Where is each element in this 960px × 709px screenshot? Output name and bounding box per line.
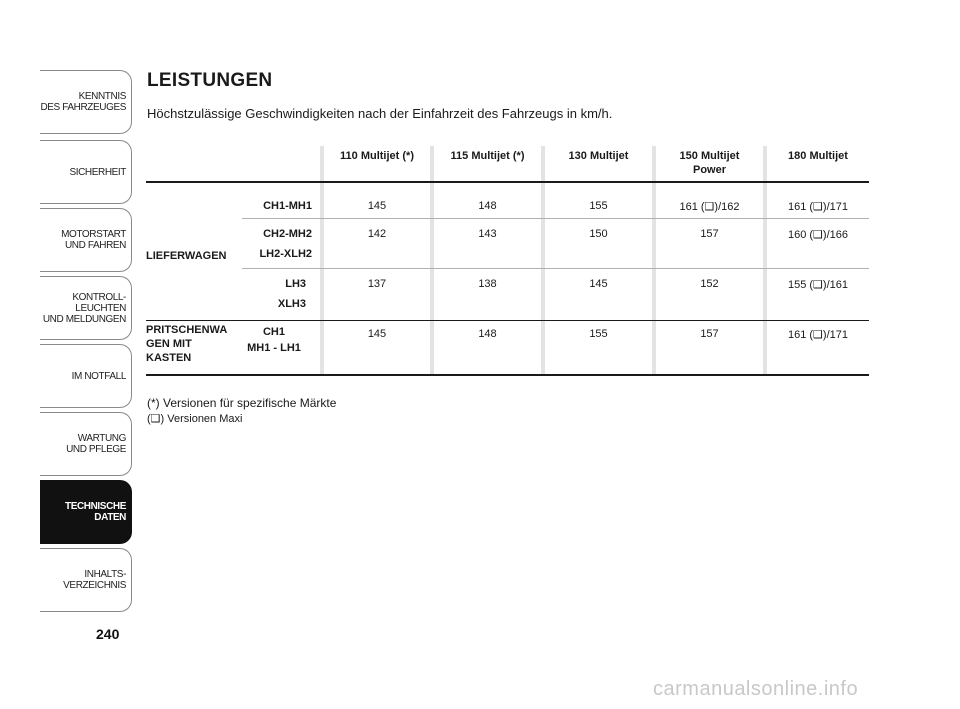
cell: 148 [478,200,497,212]
cell: 161 (❑)/162 [679,201,740,213]
group-lieferwagen: LIEFERWAGEN [146,250,227,262]
speed-table [146,146,869,376]
tab-inhaltsverzeichnis[interactable]: INHALTS- VERZEICHNIS [40,548,132,612]
row-rule [242,268,869,269]
cell: 143 [478,228,497,240]
tab-technische-daten[interactable]: TECHNISCHE DATEN [40,480,132,544]
page-subtitle: Höchstzulässige Geschwindigkeiten nach der Einfahrzeit des Fahrzeugs in km/h. [147,106,613,121]
tab-kenntnis[interactable]: KENNTNIS DES FAHRZEUGES [40,70,132,134]
cell: 142 [367,228,387,240]
cell: 145 [367,200,387,212]
header-150-multijet-power: 150 Multijet Power [679,150,740,176]
footnote-maxi: (❑) Versionen Maxi [147,413,243,425]
cell: 157 [700,328,719,340]
cell: 152 [700,278,719,290]
row-rule [242,218,869,219]
header-130-multijet: 130 Multijet [568,150,629,162]
header-115-multijet: 115 Multijet (*) [450,150,525,162]
cell: 148 [478,328,497,340]
cell: 155 (❑)/161 [787,279,848,291]
row-label-ch1-mh1-lh1: CH1 MH1 - LH1 [247,326,301,354]
cell: 150 [589,228,608,240]
row-label-ch2-mh2: CH2-MH2 LH2-XLH2 [259,228,312,260]
cell: 138 [478,278,497,290]
page-number: 240 [96,626,120,642]
watermark: carmanualsonline.info [653,678,859,700]
cell: 155 [589,200,608,212]
tab-wartung[interactable]: WARTUNG UND PFLEGE [40,412,132,476]
header-110-multijet: 110 Multijet (*) [340,150,414,162]
cell: 137 [367,278,387,290]
cell: 145 [589,278,608,290]
cell: 157 [700,228,719,240]
group-pritschenwagen: PRITSCHENWA GEN MIT KASTEN [146,324,228,364]
tab-im-notfall[interactable]: IM NOTFALL [40,344,132,408]
row-label-lh3: LH3 XLH3 [277,278,306,310]
cell: 161 (❑)/171 [787,201,848,213]
tab-sicherheit[interactable]: SICHERHEIT [40,140,132,204]
cell: 145 [367,328,387,340]
header-180-multijet: 180 Multijet [788,150,848,162]
tab-kontrollleuchten[interactable]: KONTROLL- LEUCHTEN UND MELDUNGEN [40,276,132,340]
cell: 155 [589,328,608,340]
page-title: LEISTUNGEN [147,70,273,91]
row-label-ch1-mh1: CH1-MH1 [263,200,312,212]
cell: 161 (❑)/171 [787,329,848,341]
bottom-rule [146,374,869,376]
group-rule [146,320,869,321]
header-rule [146,181,869,183]
footnote-specific-markets: (*) Versionen für spezifische Märkte [147,396,337,410]
tab-motorstart[interactable]: MOTORSTART UND FAHREN [40,208,132,272]
cell: 160 (❑)/166 [787,229,848,241]
